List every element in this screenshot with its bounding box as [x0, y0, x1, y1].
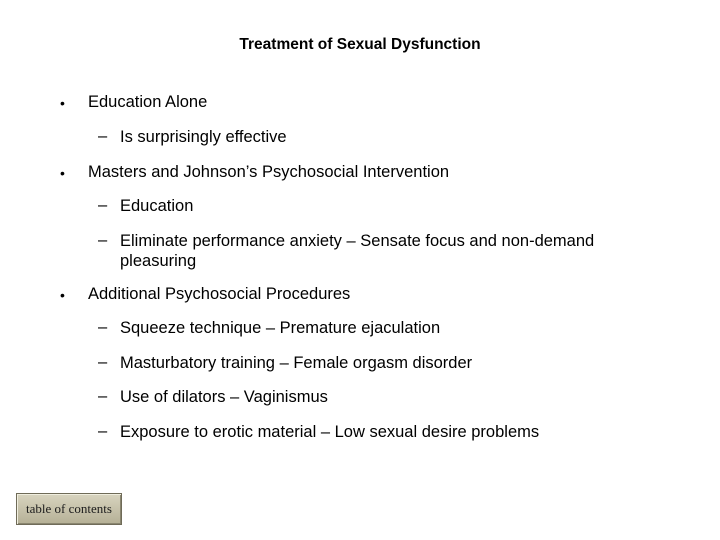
- sub-bullet-performance-anxiety: Eliminate performance anxiety – Sensate focus and non-demand pleasuring: [120, 232, 595, 270]
- slide-title: Treatment of Sexual Dysfunction: [239, 36, 481, 53]
- sub-bullet-dash: –: [98, 127, 108, 145]
- sub-bullet-squeeze-technique: Squeeze technique – Premature ejaculation: [120, 319, 441, 337]
- sub-bullet-dash: –: [98, 353, 108, 371]
- table-of-contents-button[interactable]: table of contents: [16, 493, 122, 525]
- sub-bullet-education: Education: [120, 197, 194, 215]
- bullet-masters-johnson: Masters and Johnson’s Psychosocial Intervention: [88, 163, 450, 181]
- bullet-marker: •: [60, 95, 65, 111]
- bullet-marker: •: [60, 287, 65, 303]
- sub-bullet-dash: –: [98, 387, 108, 405]
- bullet-education-alone: Education Alone: [88, 93, 208, 111]
- sub-bullet-dash: –: [98, 231, 108, 249]
- sub-bullet-dash: –: [98, 318, 108, 336]
- sub-bullet-dash: –: [98, 196, 108, 214]
- bullet-marker: •: [60, 165, 65, 181]
- bullet-additional-procedures: Additional Psychosocial Procedures: [88, 285, 351, 303]
- sub-bullet-masturbatory-training: Masturbatory training – Female orgasm disorder: [120, 354, 473, 372]
- sub-bullet-surprisingly-effective: Is surprisingly effective: [120, 128, 287, 146]
- sub-bullet-dilators: Use of dilators – Vaginismus: [120, 388, 328, 406]
- sub-bullet-dash: –: [98, 422, 108, 440]
- sub-bullet-erotic-material: Exposure to erotic material – Low sexual desire problems: [120, 423, 540, 441]
